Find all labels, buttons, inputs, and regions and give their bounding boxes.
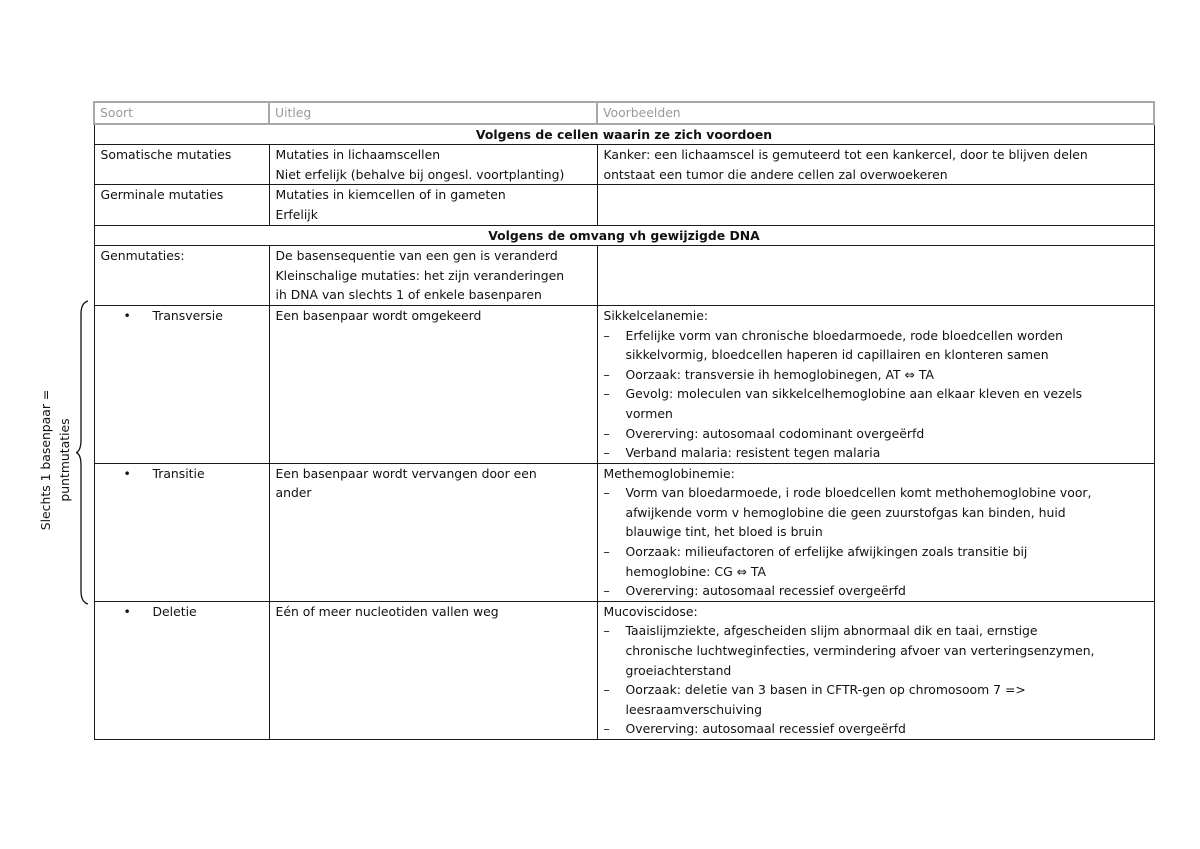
list-item bbox=[604, 542, 1148, 581]
dash-icon: – bbox=[603, 366, 610, 382]
text-line: ander bbox=[275, 485, 312, 501]
dash-icon: – bbox=[603, 583, 610, 599]
header-voorbeelden: Voorbeelden bbox=[597, 102, 1154, 124]
table-row bbox=[94, 145, 1154, 185]
uitleg-cell bbox=[269, 185, 597, 225]
text-line: Kleinschalige mutaties: het zijn veranderingen bbox=[275, 267, 565, 283]
soort-label: Deletie bbox=[152, 603, 197, 619]
list-item bbox=[604, 424, 1148, 444]
list-item bbox=[604, 581, 1148, 601]
text-line: Erfelijk bbox=[275, 206, 318, 222]
dash-icon: – bbox=[603, 386, 610, 402]
list-item bbox=[604, 680, 1148, 719]
list-item bbox=[604, 365, 1148, 385]
text-line: sikkelvormig, bloedcellen haperen id capillairen en klonteren samen bbox=[625, 347, 1049, 363]
table-row bbox=[94, 463, 1154, 601]
text-line: Oorzaak: deletie van 3 basen in CFTR-gen op chromosoom 7 => bbox=[625, 682, 1026, 698]
text-line: Een basenpaar wordt vervangen door een bbox=[275, 465, 537, 481]
header-soort: Soort bbox=[94, 102, 269, 124]
bullet-icon: • bbox=[123, 603, 131, 619]
soort-cell bbox=[94, 463, 269, 601]
soort-label: Transversie bbox=[152, 307, 223, 323]
example-list bbox=[604, 621, 1148, 739]
text-line: Mutaties in lichaamscellen bbox=[275, 147, 441, 163]
text-line: vormen bbox=[625, 405, 673, 421]
text-line: Overerving: autosomaal recessief overgeërfd bbox=[625, 721, 906, 737]
uitleg-cell: Een basenpaar wordt omgekeerd bbox=[269, 305, 597, 463]
dash-icon: – bbox=[603, 327, 610, 343]
side-note bbox=[36, 345, 76, 575]
uitleg-cell bbox=[269, 145, 597, 185]
text-line: Verband malaria: resistent tegen malaria bbox=[625, 445, 881, 461]
text-line: chronische luchtweginfecties, vermindering afvoer van verteringsenzymen, bbox=[625, 643, 1095, 659]
text-line: De basensequentie van een gen is veranderd bbox=[275, 248, 558, 264]
dash-icon: – bbox=[603, 544, 610, 560]
table-row bbox=[94, 305, 1154, 463]
dash-icon: – bbox=[603, 445, 610, 461]
soort-label: Transitie bbox=[152, 465, 205, 481]
section-row bbox=[94, 225, 1154, 246]
text-line: Mutaties in kiemcellen of in gameten bbox=[275, 187, 506, 203]
table-row bbox=[94, 601, 1154, 739]
voorbeeld-cell bbox=[597, 185, 1154, 225]
text-line: Gevolg: moleculen van sikkelcelhemoglobine aan elkaar kleven en vezels bbox=[625, 386, 1083, 402]
text-line: Taaislijmziekte, afgescheiden slijm abnormaal dik en taai, ernstige bbox=[625, 623, 1038, 639]
text-line: hemoglobine: CG ⇔ TA bbox=[625, 563, 767, 579]
section-title-cellen: Volgens de cellen waarin ze zich voordoen bbox=[94, 124, 1154, 145]
dash-icon: – bbox=[603, 623, 610, 639]
soort-cell: Somatische mutaties bbox=[94, 145, 269, 185]
text-line: afwijkende vorm v hemoglobine die geen zuurstofgas kan binden, huid bbox=[625, 504, 1066, 520]
voorbeeld-cell bbox=[597, 305, 1154, 463]
dash-icon: – bbox=[603, 425, 610, 441]
list-item bbox=[604, 443, 1148, 463]
dash-icon: – bbox=[603, 721, 610, 737]
text-line: groeiachterstand bbox=[625, 662, 732, 678]
header-uitleg: Uitleg bbox=[269, 102, 597, 124]
voorbeeld-cell bbox=[597, 246, 1154, 306]
curly-brace-icon bbox=[76, 300, 90, 605]
mutations-table bbox=[93, 101, 1155, 740]
voorbeeld-cell bbox=[597, 601, 1154, 739]
text-line: blauwige tint, het bloed is bruin bbox=[625, 524, 823, 540]
example-title: Methemoglobinemie: bbox=[603, 465, 735, 481]
header-row bbox=[94, 102, 1154, 124]
side-note-line: puntmutaties bbox=[57, 418, 72, 502]
uitleg-cell bbox=[269, 246, 597, 306]
list-item bbox=[604, 326, 1148, 365]
side-annotation bbox=[36, 300, 96, 605]
side-note-line: Slechts 1 basenpaar = bbox=[38, 389, 53, 531]
example-title: Mucoviscidose: bbox=[603, 603, 698, 619]
text-line: Niet erfelijk (behalve bij ongesl. voortplanting) bbox=[275, 166, 565, 182]
section-title-omvang: Volgens de omvang vh gewijzigde DNA bbox=[94, 225, 1154, 246]
bullet-icon: • bbox=[123, 307, 131, 323]
soort-cell bbox=[94, 601, 269, 739]
example-list bbox=[604, 483, 1148, 601]
soort-cell bbox=[94, 305, 269, 463]
text-line: Overerving: autosomaal codominant overgeërfd bbox=[625, 425, 925, 441]
uitleg-cell bbox=[269, 463, 597, 601]
text-line: Oorzaak: milieufactoren of erfelijke afwijkingen zoals transitie bij bbox=[625, 544, 1028, 560]
text-line: leesraamverschuiving bbox=[625, 701, 762, 717]
list-item bbox=[604, 719, 1148, 739]
table-row bbox=[94, 246, 1154, 306]
voorbeeld-cell bbox=[597, 463, 1154, 601]
uitleg-cell: Eén of meer nucleotiden vallen weg bbox=[269, 601, 597, 739]
text-line: Vorm van bloedarmoede, i rode bloedcellen komt methohemoglobine voor, bbox=[625, 485, 1092, 501]
example-list bbox=[604, 326, 1148, 463]
section-row bbox=[94, 124, 1154, 145]
text-line: ontstaat een tumor die andere cellen zal overwoekeren bbox=[603, 166, 948, 182]
text-line: Oorzaak: transversie ih hemoglobinegen, AT ⇔ TA bbox=[625, 366, 934, 382]
list-item bbox=[604, 621, 1148, 680]
list-item bbox=[604, 384, 1148, 423]
list-item bbox=[604, 483, 1148, 542]
soort-cell: Genmutaties: bbox=[94, 246, 269, 306]
text-line: ih DNA van slechts 1 of enkele basenparen bbox=[275, 287, 542, 303]
voorbeeld-cell bbox=[597, 145, 1154, 185]
table-row bbox=[94, 185, 1154, 225]
dash-icon: – bbox=[603, 485, 610, 501]
dash-icon: – bbox=[603, 682, 610, 698]
soort-cell: Germinale mutaties bbox=[94, 185, 269, 225]
example-title: Sikkelcelanemie: bbox=[603, 307, 709, 323]
bullet-icon: • bbox=[123, 465, 131, 481]
text-line: Overerving: autosomaal recessief overgeërfd bbox=[625, 583, 906, 599]
text-line: Kanker: een lichaamscel is gemuteerd tot een kankercel, door te blijven delen bbox=[603, 147, 1088, 163]
text-line: Erfelijke vorm van chronische bloedarmoede, rode bloedcellen worden bbox=[625, 327, 1063, 343]
